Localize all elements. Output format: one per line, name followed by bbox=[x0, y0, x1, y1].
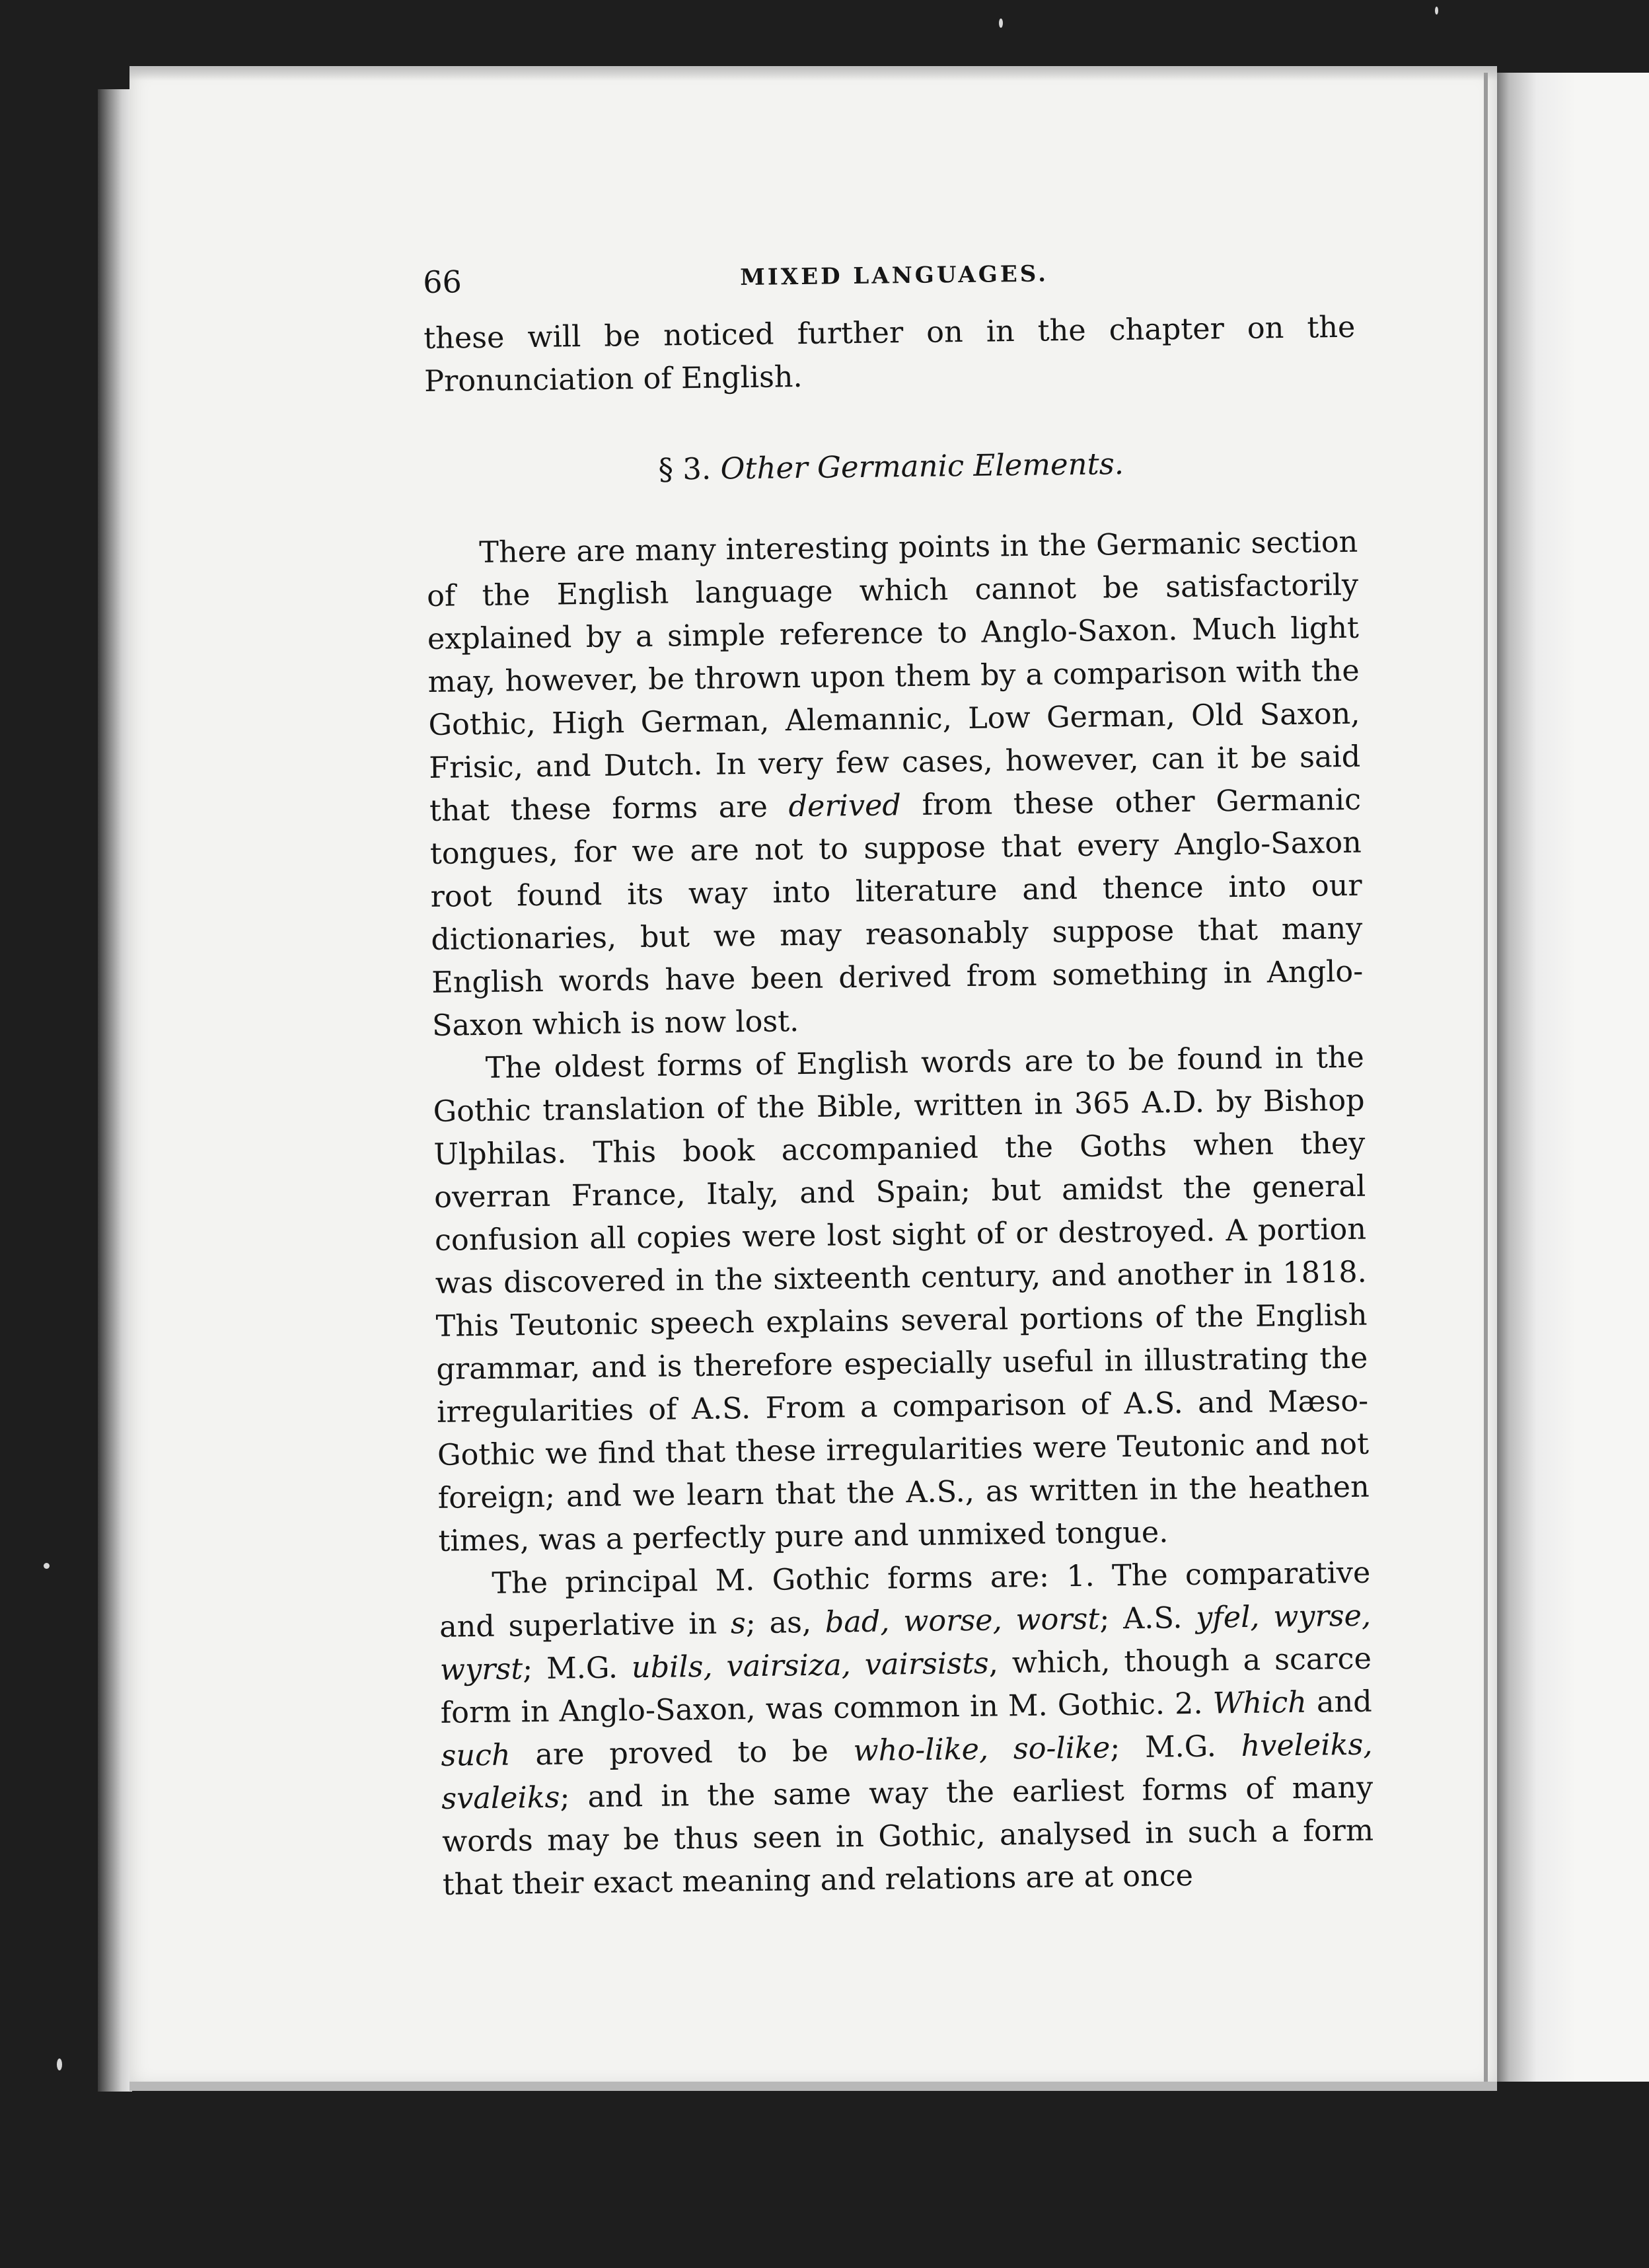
scan-dust-mark bbox=[1435, 7, 1438, 15]
scan-dust-mark bbox=[44, 1563, 50, 1569]
opening-paragraph: these will be noticed further on in the chapter on the Pronunciation of English. bbox=[423, 310, 1356, 398]
book-gutter bbox=[1484, 73, 1488, 2082]
paragraph-text: The oldest forms of English words are to be found in the Gothic translation of the Bible, written in 365 bbox=[433, 1040, 1365, 1129]
scan-dust-mark bbox=[57, 2059, 62, 2070]
paragraph-germanic-elements bbox=[426, 521, 1364, 1047]
paragraph-text: are proved to be bbox=[510, 1734, 854, 1772]
section-title: Other Germanic Elements. bbox=[720, 446, 1124, 486]
scan-dust-mark bbox=[999, 19, 1003, 28]
italic-term: who-like, so-like bbox=[853, 1731, 1111, 1768]
page-left-edge-shadow bbox=[98, 89, 132, 2092]
italic-term: hveleiks, svaleiks bbox=[441, 1727, 1373, 1816]
paragraph-text: and bbox=[1306, 1684, 1372, 1720]
italic-term: such bbox=[441, 1738, 511, 1773]
italic-term: ubils, vairsiza, vairsists bbox=[631, 1646, 989, 1685]
section-heading bbox=[425, 441, 1357, 492]
section-number: § 3. bbox=[658, 451, 712, 487]
era-abbreviation: A.D. bbox=[1142, 1085, 1205, 1120]
paragraph-text: ; as, bbox=[745, 1605, 826, 1641]
paragraph-text: by Bishop Ulphilas. This book accompanied the Goths when they overran France, Italy, and Spain; but amidst the general confusion all copies were lost sight of or destroyed. A portion was discovered in the sixteenth century, and another in 1818. This Teutonic speech explains several portions of the English grammar, and is therefore especially useful in illustrating the irregularities of A.S. From a comparison of A.S. and Mæso-Gothic we find that these irregularities were Teutonic and not foreign; and we learn that the A.S., as written in the heathen times, was a perfectly pure and unmixed tongue. bbox=[433, 1083, 1370, 1558]
italic-term: Which bbox=[1212, 1685, 1307, 1721]
paragraph-text: ; M.G. bbox=[522, 1651, 632, 1686]
italic-term: yfel, wyrse, wyrst bbox=[439, 1599, 1372, 1687]
italic-term: bad, worse, worst bbox=[824, 1602, 1100, 1640]
paragraph-text: ; M.G. bbox=[1109, 1729, 1241, 1765]
page-number: 66 bbox=[423, 264, 462, 300]
paragraph-text: , which, though a scarce form in Anglo-Saxon, was common in M. Gothic. 2. bbox=[440, 1642, 1372, 1730]
page-text-block bbox=[423, 253, 1374, 1907]
paragraph-text: from these other Germanic tongues, for we are not to suppose that every Anglo-Saxon root found its way into literature and thence into our dictionaries, but we may reasonably suppose that many English words have been derived from something in Anglo-Saxon which is now lost. bbox=[429, 782, 1364, 1043]
running-title: MIXED LANGUAGES. bbox=[740, 260, 1049, 291]
paragraph-text: ; A.S. bbox=[1099, 1601, 1196, 1636]
paragraph-gothic-bible bbox=[432, 1036, 1370, 1563]
paragraph-gothic-forms bbox=[439, 1552, 1374, 1907]
italic-term: s bbox=[730, 1606, 747, 1641]
paragraph-text: The principal M. Gothic forms are: 1. The comparative and superlative in bbox=[439, 1556, 1371, 1644]
page-top-shadow bbox=[129, 66, 1497, 81]
paragraph-text: ; and in the same way the earliest forms of many words may be thus seen in Gothic, analysed in such a form that their exact meaning and relations are at once bbox=[441, 1770, 1374, 1902]
paragraph-text: There are many interesting points in the Germanic section of the English language which cannot be satisfactorily explained by a simple reference to Anglo-Saxon. Much light may, however, be thrown upon them by a comparison with the Gothic, High German, Alemannic, Low German, Old Saxon, Frisic, and Dutch. In very few cases, however, can it be said that these forms are bbox=[426, 525, 1361, 828]
italic-term: derived bbox=[788, 788, 902, 824]
facing-page-edge bbox=[1497, 73, 1649, 2082]
page-bottom-edge bbox=[129, 2082, 1497, 2091]
